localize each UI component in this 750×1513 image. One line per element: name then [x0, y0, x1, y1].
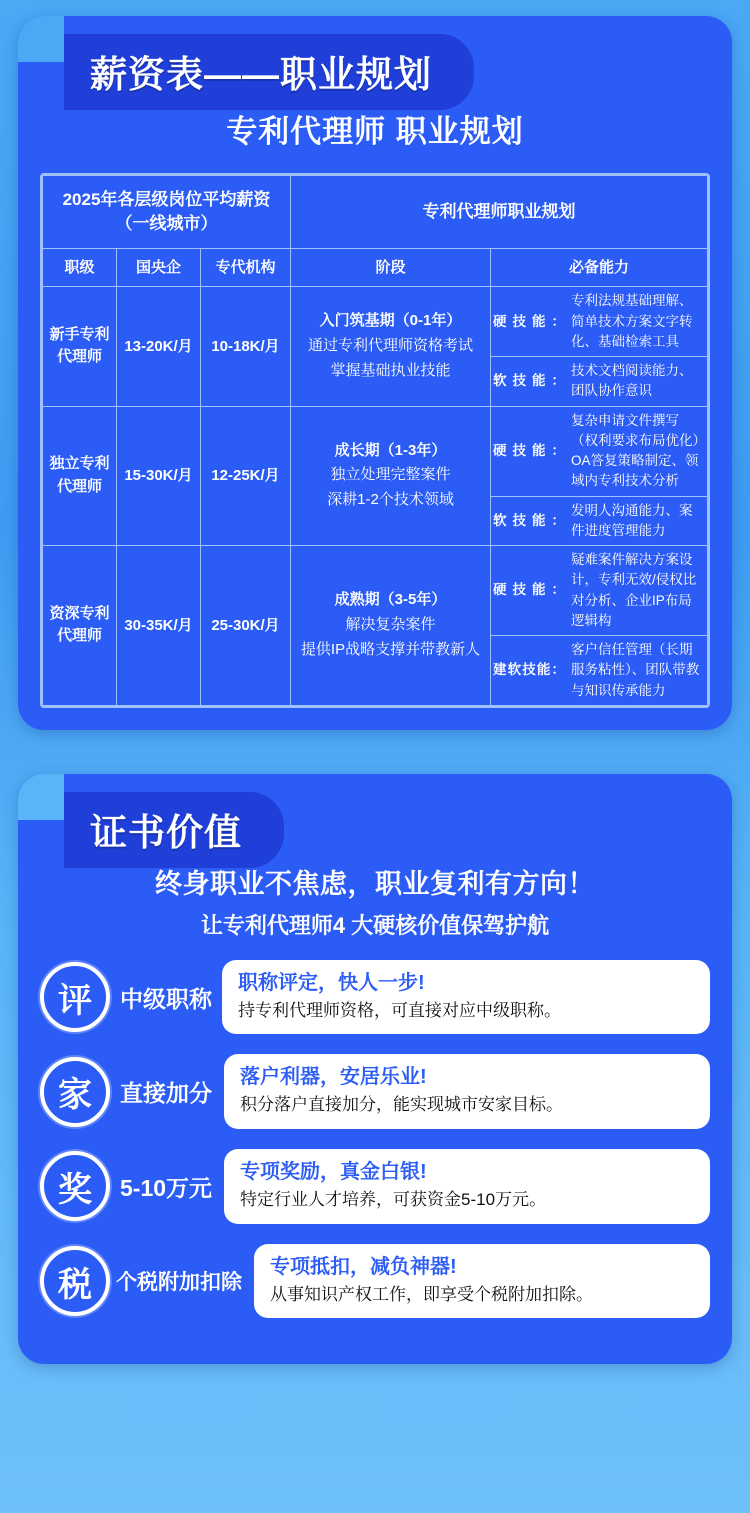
col-header-level: 职级 — [43, 248, 117, 287]
cell-soe-pay: 13-20K/月 — [117, 287, 201, 406]
cell-stage — [291, 287, 491, 406]
cell-skills — [491, 406, 708, 546]
value-bubble — [224, 1054, 710, 1129]
skill-table — [491, 407, 707, 546]
col-header-stage: 阶段 — [291, 248, 491, 287]
salary-table-wrapper — [40, 173, 710, 708]
skill-row — [491, 636, 707, 705]
skill-row — [491, 496, 707, 545]
value-list — [40, 960, 710, 1319]
skill-label: 硬技能： — [493, 313, 565, 329]
certificate-title-text: 证书价值 — [90, 811, 242, 853]
salary-section-header — [18, 16, 732, 95]
cell-agency-pay: 10-18K/月 — [201, 287, 291, 406]
certificate-section-header — [18, 774, 732, 853]
stage-title: 成熟期（3-5年） — [334, 591, 447, 609]
value-badge-icon: 税 — [40, 1246, 110, 1316]
skill-table — [491, 546, 707, 705]
skill-value: 技术文档阅读能力、团队协作意识 — [569, 357, 707, 406]
cell-level: 资深专利代理师 — [43, 546, 117, 706]
salary-section — [18, 16, 732, 730]
cell-soe-pay: 15-30K/月 — [117, 406, 201, 546]
stage-line: 掌握基础执业技能 — [330, 361, 451, 379]
value-label: 中级职称 — [120, 985, 212, 1012]
skill-label: 硬技能： — [493, 582, 565, 598]
skill-row — [491, 546, 707, 636]
value-label: 个税附加扣除 — [116, 1271, 242, 1295]
salary-subtitle: 专利代理师 职业规划 — [226, 114, 524, 149]
stage-line: 解决复杂案件 — [345, 616, 436, 634]
cell-level: 新手专利代理师 — [43, 287, 117, 406]
cell-stage — [291, 406, 491, 546]
table-row — [43, 406, 708, 546]
skill-value: 复杂申请文件撰写（权利要求布局优化）OA答复策略制定、领域内专利技术分析 — [571, 412, 700, 489]
value-desc: 持专利代理师资格，可直接对应中级职称。 — [238, 1000, 561, 1020]
value-headline: 落户利器，安居乐业! — [240, 1066, 427, 1089]
value-headline: 专项抵扣，减负神器! — [270, 1255, 457, 1278]
certificate-value-section — [18, 774, 732, 1365]
stage-line: 深耕1-2个技术领域 — [327, 491, 454, 509]
value-badge-icon: 奖 — [40, 1151, 110, 1221]
cell-agency-pay: 25-30K/月 — [201, 546, 291, 706]
skill-value: 发明人沟通能力、案件进度管理能力 — [569, 496, 707, 545]
skill-label: 软技能： — [491, 357, 569, 406]
skill-row — [491, 287, 707, 356]
value-desc: 特定行业人才培养，可获资金5-10万元。 — [240, 1190, 547, 1210]
salary-table — [42, 175, 708, 706]
table-header-row-top — [43, 176, 708, 249]
value-badge-icon: 家 — [40, 1057, 110, 1127]
value-label: 5-10万元 — [120, 1174, 213, 1201]
cell-soe-pay: 30-35K/月 — [117, 546, 201, 706]
col-header-agency: 专代机构 — [201, 248, 291, 287]
value-headline: 职称评定，快人一步! — [238, 971, 425, 994]
value-headline: 专项奖励，真金白银! — [240, 1161, 427, 1184]
col-header-soe: 国央企 — [117, 248, 201, 287]
table-row — [43, 546, 708, 706]
value-bubble — [224, 1149, 710, 1224]
certificate-subtitle-2: 让专利代理师4 大硬核价值保驾护航 — [200, 912, 550, 938]
cell-agency-pay: 12-25K/月 — [201, 406, 291, 546]
list-item — [40, 1149, 710, 1224]
header-left: 2025年各层级岗位平均薪资（一线城市） — [43, 176, 291, 249]
salary-title-text: 薪资表——职业规划 — [90, 54, 432, 95]
list-item — [40, 960, 710, 1035]
value-label: 直接加分 — [120, 1080, 212, 1107]
cell-level: 独立专利代理师 — [43, 406, 117, 546]
stage-title: 成长期（1-3年） — [334, 441, 447, 459]
skill-label: 软技能： — [491, 496, 569, 545]
stage-line: 独立处理完整案件 — [330, 466, 451, 484]
table-row — [43, 287, 708, 406]
value-badge-icon: 评 — [40, 962, 110, 1032]
skill-label: 建软技能： — [491, 636, 569, 705]
skill-value: 疑难案件解决方案设计，专利无效/侵权比对分析、企业IP布局逻辑构 — [571, 552, 697, 628]
certificate-subtitle-1: 终身职业不焦虑，职业复利有方向！ — [155, 868, 595, 899]
skill-value: 客户信任管理（长期服务粘性）、团队带教与知识传承能力 — [569, 636, 707, 705]
col-header-skills: 必备能力 — [491, 248, 708, 287]
skill-table — [491, 287, 707, 405]
list-item — [40, 1244, 710, 1319]
certificate-subtitles — [18, 862, 732, 940]
skill-value: 专利法规基础理解、简单技术方案文字转化、基础检索工具 — [571, 293, 693, 349]
skill-row — [491, 407, 707, 497]
skill-label: 硬技能： — [493, 442, 565, 458]
table-header-row-columns — [43, 248, 708, 287]
stage-line: 提供IP战略支撑并带教新人 — [300, 640, 481, 658]
value-desc: 从事知识产权工作，即享受个税附加扣除。 — [270, 1284, 593, 1304]
salary-title-pill — [64, 34, 474, 110]
stage-line: 通过专利代理师资格考试 — [307, 337, 473, 355]
certificate-title-pill — [64, 792, 284, 868]
skill-row — [491, 357, 707, 406]
value-bubble — [254, 1244, 710, 1319]
cell-skills — [491, 546, 708, 706]
value-desc: 积分落户直接加分，能实现城市安家目标。 — [240, 1095, 563, 1115]
header-right: 专利代理师职业规划 — [291, 176, 708, 249]
stage-title: 入门筑基期（0-1年） — [319, 312, 462, 330]
list-item — [40, 1054, 710, 1129]
cell-skills — [491, 287, 708, 406]
value-bubble — [222, 960, 710, 1035]
cell-stage — [291, 546, 491, 706]
